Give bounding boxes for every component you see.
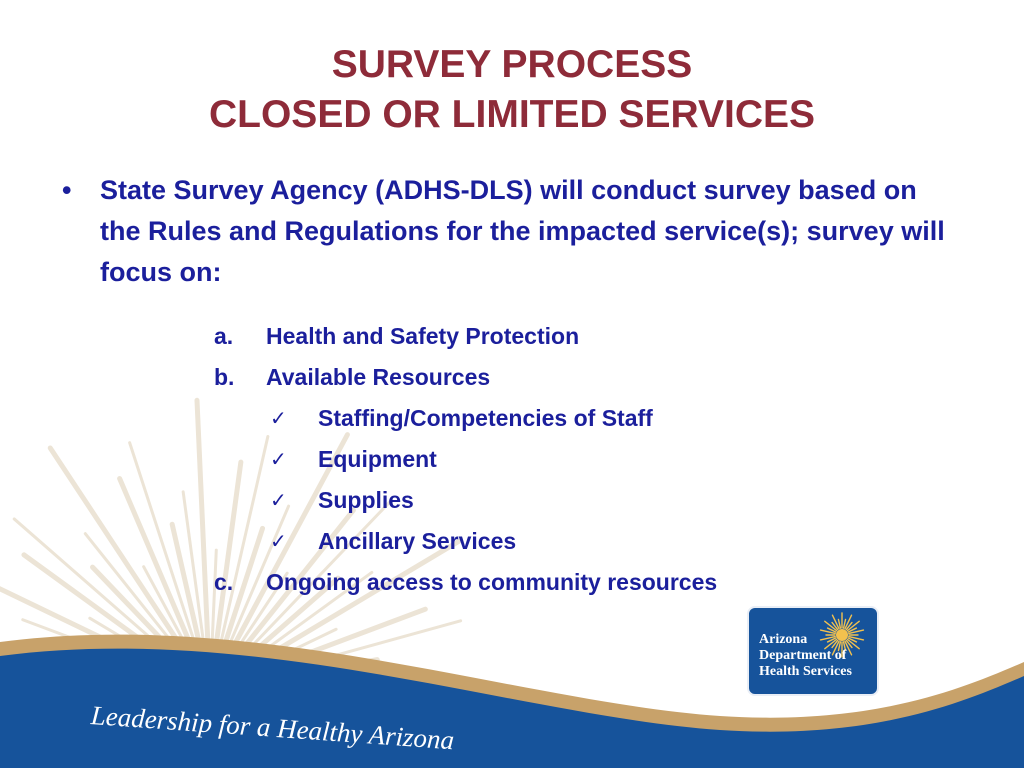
logo-line-3: Health Services bbox=[759, 664, 852, 679]
sublist-item-text: Staffing/Competencies of Staff bbox=[318, 405, 653, 431]
logo-line-2: Department of bbox=[759, 648, 847, 663]
footer-tagline: Leadership for a Healthy Arizona bbox=[89, 700, 456, 756]
list-item-text: Ongoing access to community resources bbox=[266, 569, 718, 595]
sublist-item-text: Supplies bbox=[318, 487, 414, 513]
list-item-text: Health and Safety Protection bbox=[266, 323, 580, 349]
logo-text bbox=[759, 632, 852, 680]
title-line-2: CLOSED OR LIMITED SERVICES bbox=[208, 93, 816, 136]
list-marker: a. bbox=[214, 323, 234, 349]
list-marker: c. bbox=[214, 569, 234, 595]
checkmark-icon: ✓ bbox=[270, 529, 287, 553]
sublist-item-text: Ancillary Services bbox=[318, 528, 517, 554]
list-item-text: Available Resources bbox=[266, 364, 491, 390]
adhs-logo bbox=[747, 606, 879, 696]
main-bullet-text: State Survey Agency (ADHS-DLS) will conduct survey based on the Rules and Regulations for the impacted service(s); survey will focus on: bbox=[100, 175, 945, 287]
checkmark-icon: ✓ bbox=[270, 447, 287, 471]
checkmark-icon: ✓ bbox=[270, 488, 287, 512]
slide-title bbox=[0, 40, 1024, 140]
bullet-dot: • bbox=[62, 175, 72, 205]
title-line-1: SURVEY PROCESS bbox=[331, 43, 693, 86]
checkmark-icon: ✓ bbox=[270, 406, 287, 430]
list-marker: b. bbox=[214, 364, 235, 390]
sublist-item-text: Equipment bbox=[318, 446, 437, 472]
logo-line-1: Arizona bbox=[759, 632, 808, 647]
